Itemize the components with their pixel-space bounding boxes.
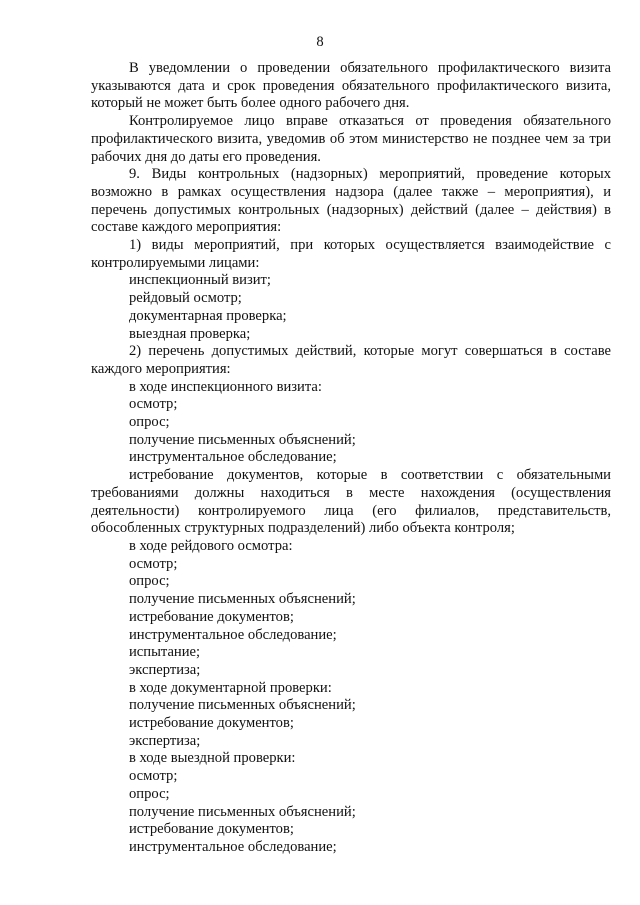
paragraph: 9. Виды контрольных (надзорных) мероприятий, проведение которых возможно в рамках осуществления надзора (далее также – мероприятия), и перечень допустимых контрольных (надзорных) действий (далее – действия) в составе каждого мероприятия:	[91, 166, 611, 236]
list-item: выездная проверка;	[129, 325, 251, 342]
list-item: инструментальное обследование;	[129, 838, 337, 855]
list-item: в ходе рейдового осмотра:	[129, 537, 293, 554]
list-item: истребование документов;	[129, 821, 294, 838]
list-item: получение письменных объяснений;	[129, 697, 356, 714]
paragraph: истребование документов, которые в соответствии с обязательными требованиями должны находиться в месте нахождения (осуществления деятельности) контролируемого лица (его филиалов, представительств, обособленных структурных подразделений) либо объекта контроля;	[91, 467, 611, 537]
page-number: 8	[316, 34, 324, 50]
list-item: в ходе выездной проверки:	[129, 750, 296, 767]
list-item: осмотр;	[129, 555, 178, 572]
list-item: инспекционный визит;	[129, 272, 271, 289]
list-item: опрос;	[129, 414, 170, 431]
list-item: инструментальное обследование;	[129, 449, 337, 466]
list-item: получение письменных объяснений;	[129, 591, 356, 608]
list-item: экспертиза;	[129, 732, 201, 749]
list-item: в ходе документарной проверки:	[129, 679, 332, 696]
list-item: инструментальное обследование;	[129, 626, 337, 643]
list-item: осмотр;	[129, 768, 178, 785]
list-item: экспертиза;	[129, 661, 201, 678]
list-item: опрос;	[129, 785, 170, 802]
list-item: рейдовый осмотр;	[129, 290, 242, 307]
list-item: в ходе инспекционного визита:	[129, 378, 322, 395]
paragraph: В уведомлении о проведении обязательного профилактического визита указываются дата и срок проведения обязательного профилактического визита, который не может быть более одного рабочего дня.	[91, 60, 611, 112]
list-item: документарная проверка;	[129, 307, 287, 324]
document-body	[91, 60, 611, 857]
list-item: получение письменных объяснений;	[129, 803, 356, 820]
list-item: осмотр;	[129, 396, 178, 413]
paragraph: Контролируемое лицо вправе отказаться от проведения обязательного профилактического визита, уведомив об этом министерство не позднее чем за три рабочих дня до даты его проведения.	[91, 113, 611, 165]
list-item: истребование документов;	[129, 608, 294, 625]
list-item: получение письменных объяснений;	[129, 431, 356, 448]
paragraph: 2) перечень допустимых действий, которые могут совершаться в составе каждого мероприятия:	[91, 343, 611, 377]
list-item: испытание;	[129, 644, 201, 661]
list-item: опрос;	[129, 573, 170, 590]
list-item: истребование документов;	[129, 715, 294, 732]
paragraph: 1) виды мероприятий, при которых осуществляется взаимодействие с контролируемыми лицами:	[91, 237, 611, 271]
